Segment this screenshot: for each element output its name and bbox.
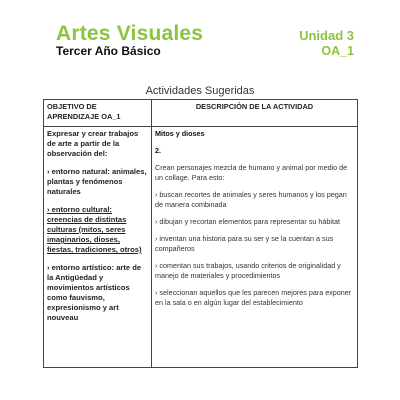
activity-title: Mitos y dioses: [155, 129, 205, 138]
objective-item-artistico: › entorno artístico: arte de la Antigüedad y movimientos artísticos como fauvismo, expresionismo y art nouveau: [47, 263, 142, 322]
activity-step: › buscan recortes de animales y seres humanos y los pegan de manera combinada: [155, 190, 347, 209]
table-header-row: [44, 100, 358, 127]
activity-step: › inventan una historia para su ser y se la cuentan a sus compañeros: [155, 234, 334, 253]
description-header: DESCRIPCIÓN DE LA ACTIVIDAD: [152, 100, 358, 127]
activity-step: › seleccionan aquellos que les parecen mejores para exponer en la sala o en algún lugar del establecimiento: [155, 288, 352, 307]
activities-table: [43, 99, 358, 368]
activity-number: 2.: [155, 146, 161, 155]
objective-header: OBJETIVO DE APRENDIZAJE OA_1: [44, 100, 152, 127]
page-title: Artes Visuales: [56, 22, 204, 45]
activity-step: › comentan sus trabajos, usando criterios de originalidad y manejo de materiales y procedimientos: [155, 261, 341, 280]
activity-intro: Crean personajes mezcla de humano y animal por medio de un collage. Para esto:: [155, 163, 348, 182]
page-subtitle: Tercer Año Básico: [56, 44, 161, 58]
activity-step: › dibujan y recortan elementos para representar su hábitat: [155, 217, 340, 226]
objective-item-cultural[interactable]: › entorno cultural: creencias de distintas culturas (mitos, seres imaginarios, dioses, fiestas, tradiciones, otros): [47, 205, 142, 254]
oa-label: OA_1: [321, 44, 354, 58]
activity-cell: [152, 127, 358, 368]
unit-label: Unidad 3: [299, 28, 354, 43]
section-title: Actividades Sugeridas: [145, 85, 255, 97]
table-row: [44, 127, 358, 368]
objective-cell: [44, 127, 152, 368]
objective-intro: Expresar y crear trabajos de arte a partir de la observación del:: [47, 129, 139, 158]
objective-item-natural: › entorno natural: animales, plantas y fenómenos naturales: [47, 167, 147, 196]
